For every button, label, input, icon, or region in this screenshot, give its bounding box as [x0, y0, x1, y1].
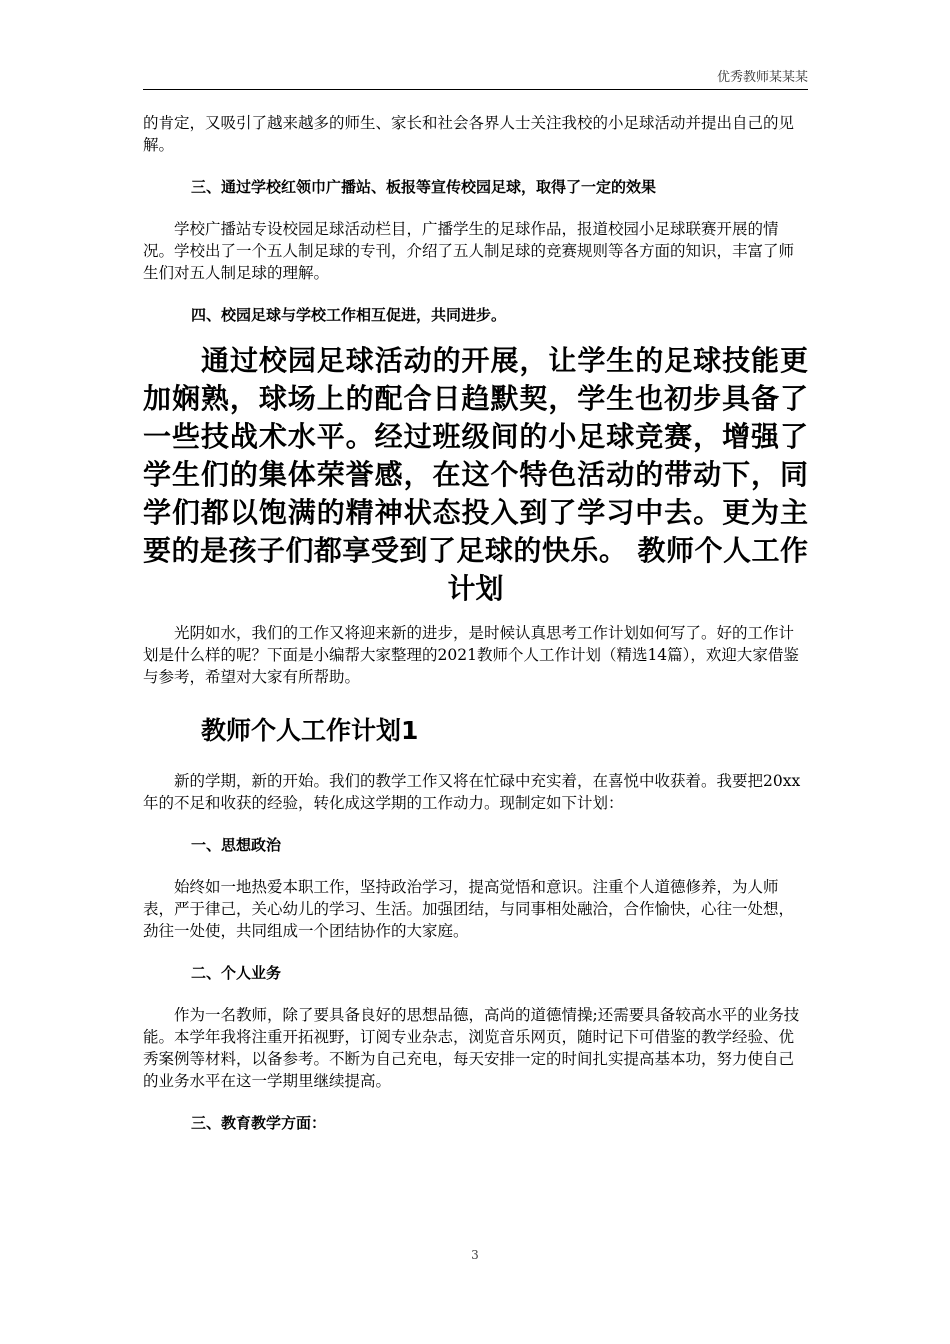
- plan-title: 教师个人工作计划1: [201, 716, 419, 745]
- section-heading-3: 三、通过学校红领巾广播站、板报等宣传校园足球，取得了一定的效果: [191, 178, 657, 196]
- paragraph-new-term: 新的学期，新的开始。我们的教学工作又将在忙碌中充实着，在喜悦中收获着。我要把20xx年的不足和收获的经验，转化成这学期的工作动力。现制定如下计划：: [143, 772, 801, 812]
- section-heading-4: 四、校园足球与学校工作相互促进，共同进步。: [191, 306, 507, 324]
- heading-business: 二、个人业务: [191, 964, 282, 982]
- page-number: 3: [471, 1248, 479, 1262]
- document-body: [143, 112, 808, 1134]
- paragraph-politics: 始终如一地热爱本职工作，坚持政治学习，提高觉悟和意识。注重个人道德修养，为人师表，严于律己，关心幼儿的学习、生活。加强团结，与同事相处融洽，合作愉快，心往一处想，劲往一处使，共同组成一个团结协作的大家庭。: [143, 878, 795, 940]
- paragraph-continuation: 的肯定，又吸引了越来越多的师生、家长和社会各界人士关注我校的小足球活动并提出自己的见解。: [143, 114, 795, 154]
- page-header: 优秀教师某某某: [143, 66, 808, 90]
- large-paragraph: 通过校园足球活动的开展，让学生的足球技能更加娴熟，球场上的配合日趋默契，学生也初步具备了一些技战术水平。经过班级间的小足球竞赛，增强了学生们的集体荣誉感，在这个特色活动的带动下，同学们都以饱满的精神状态投入到了学习中去。更为主要的是孩子们都享受到了足球的快乐。 教师个人工作计划: [143, 344, 808, 605]
- paragraph-business: 作为一名教师，除了要具备良好的思想品德，高尚的道德情操;还需要具备较高水平的业务技能。本学年我将注重开拓视野，订阅专业杂志，浏览音乐网页，随时记下可借鉴的教学经验、优秀案例等材料，以备参考。不断为自己充电，每天安排一定的时间扎实提高基本功，努力使自己的业务水平在这一学期里继续提高。: [143, 1006, 800, 1090]
- paragraph-intro: 光阴如水，我们的工作又将迎来新的进步，是时候认真思考工作计划如何写了。好的工作计划是什么样的呢？下面是小编帮大家整理的2021教师个人工作计划（精选14篇），欢迎大家借鉴与参考，希望对大家有所帮助。: [143, 624, 799, 686]
- paragraph-broadcast: 学校广播站专设校园足球活动栏目，广播学生的足球作品，报道校园小足球联赛开展的情况。学校出了一个五人制足球的专刊，介绍了五人制足球的竞赛规则等各方面的知识，丰富了师生们对五人制足球的理解。: [143, 220, 795, 282]
- heading-politics: 一、思想政治: [191, 836, 282, 854]
- heading-teaching: 三、教育教学方面：: [191, 1114, 327, 1132]
